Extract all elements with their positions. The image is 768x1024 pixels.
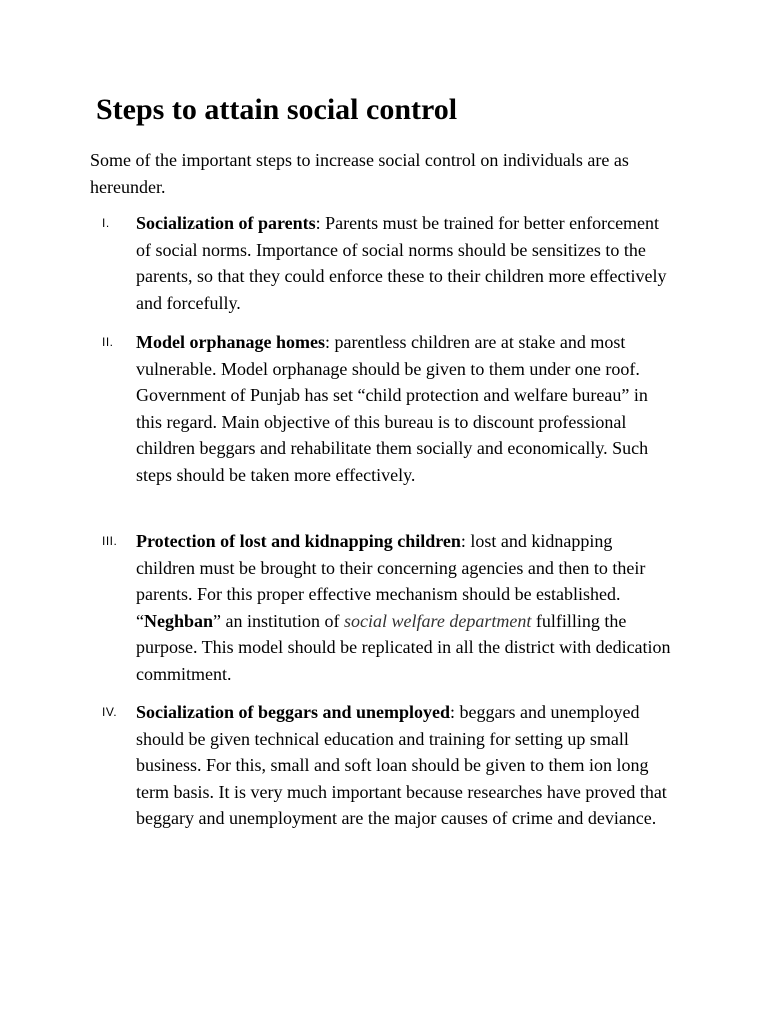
list-item-heading: Model orphanage homes bbox=[136, 332, 325, 352]
list-numeral: II. bbox=[102, 335, 114, 349]
list-item-body: ” an institution of bbox=[213, 610, 345, 631]
list-item-body: : lost and kidnapping children must be brought to their concerning agencies and then to their parents. For this proper effective mechanism should be established. “ bbox=[136, 531, 646, 631]
list-item-heading: Socialization of parents bbox=[136, 213, 316, 233]
page-title: Steps to attain social control bbox=[96, 93, 458, 126]
list-item-text bbox=[136, 528, 672, 687]
list-item-text bbox=[136, 329, 672, 488]
institution-name: Neghban bbox=[144, 610, 214, 631]
list-item-body: : parentless children are at stake and most vulnerable. Model orphanage should be given to them under one roof. Government of Punjab has set “child protection and welfare bureau” in this regard. Main objective of this bureau is to discount professional children beggars and rehabilitate them socially and economically. Such steps should be taken more effectively. bbox=[136, 332, 649, 485]
list-numeral: I. bbox=[102, 216, 110, 230]
list-numeral: IV. bbox=[102, 705, 118, 719]
department-name: social welfare department bbox=[344, 610, 532, 631]
intro-paragraph: Some of the important steps to increase social control on individuals are as hereunder. bbox=[90, 150, 629, 197]
list-item-body: : beggars and unemployed should be given technical education and training for setting up small business. For this, small and soft loan should be given to them ion long term basis. It is very much important because researches have proved that beggary and unemployment are the major causes of crime and deviance. bbox=[136, 702, 667, 828]
list-item-heading: Socialization of beggars and unemployed bbox=[136, 702, 451, 722]
list-item-body: : Parents must be trained for better enforcement of social norms. Importance of social norms should be sensitizes to the parents, so that they could enforce these to their children more effectively and forcefully. bbox=[136, 213, 667, 313]
list-item-heading: Protection of lost and kidnapping children bbox=[136, 531, 461, 551]
list-item-text bbox=[136, 699, 672, 832]
list-item-body: fulfilling the purpose. This model should be replicated in all the district with dedication commitment. bbox=[136, 610, 671, 684]
list-numeral: III. bbox=[102, 534, 118, 548]
list-item-text bbox=[136, 210, 672, 316]
